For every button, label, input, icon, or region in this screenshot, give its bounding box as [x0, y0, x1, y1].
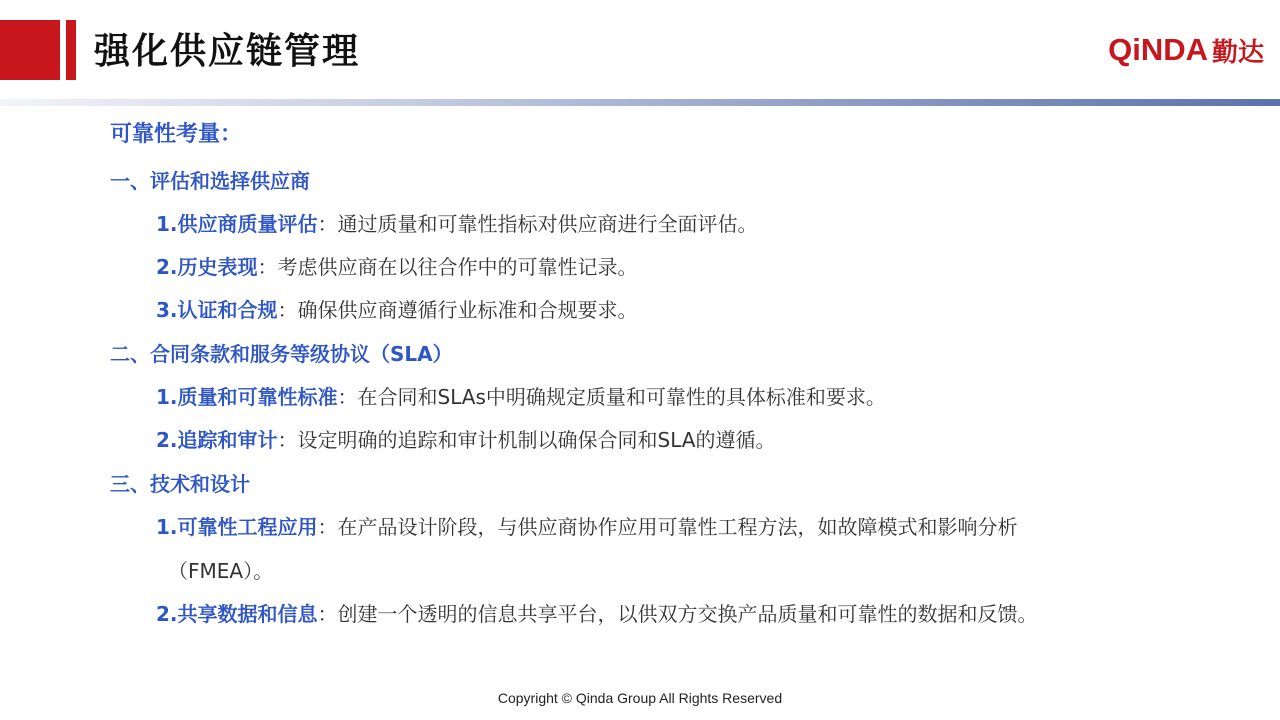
logo-text-en: QiNDA — [1108, 32, 1208, 67]
list-item — [156, 513, 1018, 541]
item-continuation: （FMEA）。 — [168, 559, 274, 583]
item-text: ：考虑供应商在以往合作中的可靠性记录。 — [257, 255, 638, 279]
section-heading-2: 二、合同条款和服务等级协议（SLA） — [110, 342, 453, 366]
item-text: ：设定明确的追踪和审计机制以确保合同和SLA的遵循。 — [277, 428, 776, 452]
item-text: ：在产品设计阶段，与供应商协作应用可靠性工程方法，如故障模式和影响分析 — [317, 515, 1018, 539]
item-label: 3.认证和合规 — [156, 298, 278, 322]
list-item — [156, 426, 776, 454]
list-item — [156, 253, 638, 281]
list-item — [156, 383, 886, 411]
list-item — [156, 296, 638, 324]
header-red-bar — [66, 20, 76, 80]
item-text: ：创建一个透明的信息共享平台，以供双方交换产品质量和可靠性的数据和反馈。 — [317, 602, 1038, 626]
header-divider — [0, 99, 1280, 106]
header-red-block — [0, 20, 60, 80]
list-item — [156, 600, 1038, 628]
copyright-footer: Copyright © Qinda Group All Rights Reserved — [497, 690, 783, 706]
item-text: ：在合同和SLAs中明确规定质量和可靠性的具体标准和要求。 — [337, 385, 886, 409]
section-heading-3: 三、技术和设计 — [110, 472, 250, 496]
item-label: 1.供应商质量评估 — [156, 212, 318, 236]
company-logo — [1108, 28, 1264, 72]
item-text: ：确保供应商遵循行业标准和合规要求。 — [277, 298, 638, 322]
logo-text-cn: 勤达 — [1211, 37, 1264, 68]
item-label: 2.历史表现 — [156, 255, 258, 279]
main-heading: 可靠性考量： — [110, 122, 243, 147]
list-item — [156, 210, 758, 238]
slide-title: 强化供应链管理 — [94, 30, 361, 72]
item-label: 1.质量和可靠性标准 — [156, 385, 338, 409]
item-text: ：通过质量和可靠性指标对供应商进行全面评估。 — [317, 212, 758, 236]
item-label: 2.共享数据和信息 — [156, 602, 318, 626]
section-heading-1: 一、评估和选择供应商 — [110, 169, 310, 193]
item-label: 1.可靠性工程应用 — [156, 515, 318, 539]
item-label: 2.追踪和审计 — [156, 428, 278, 452]
